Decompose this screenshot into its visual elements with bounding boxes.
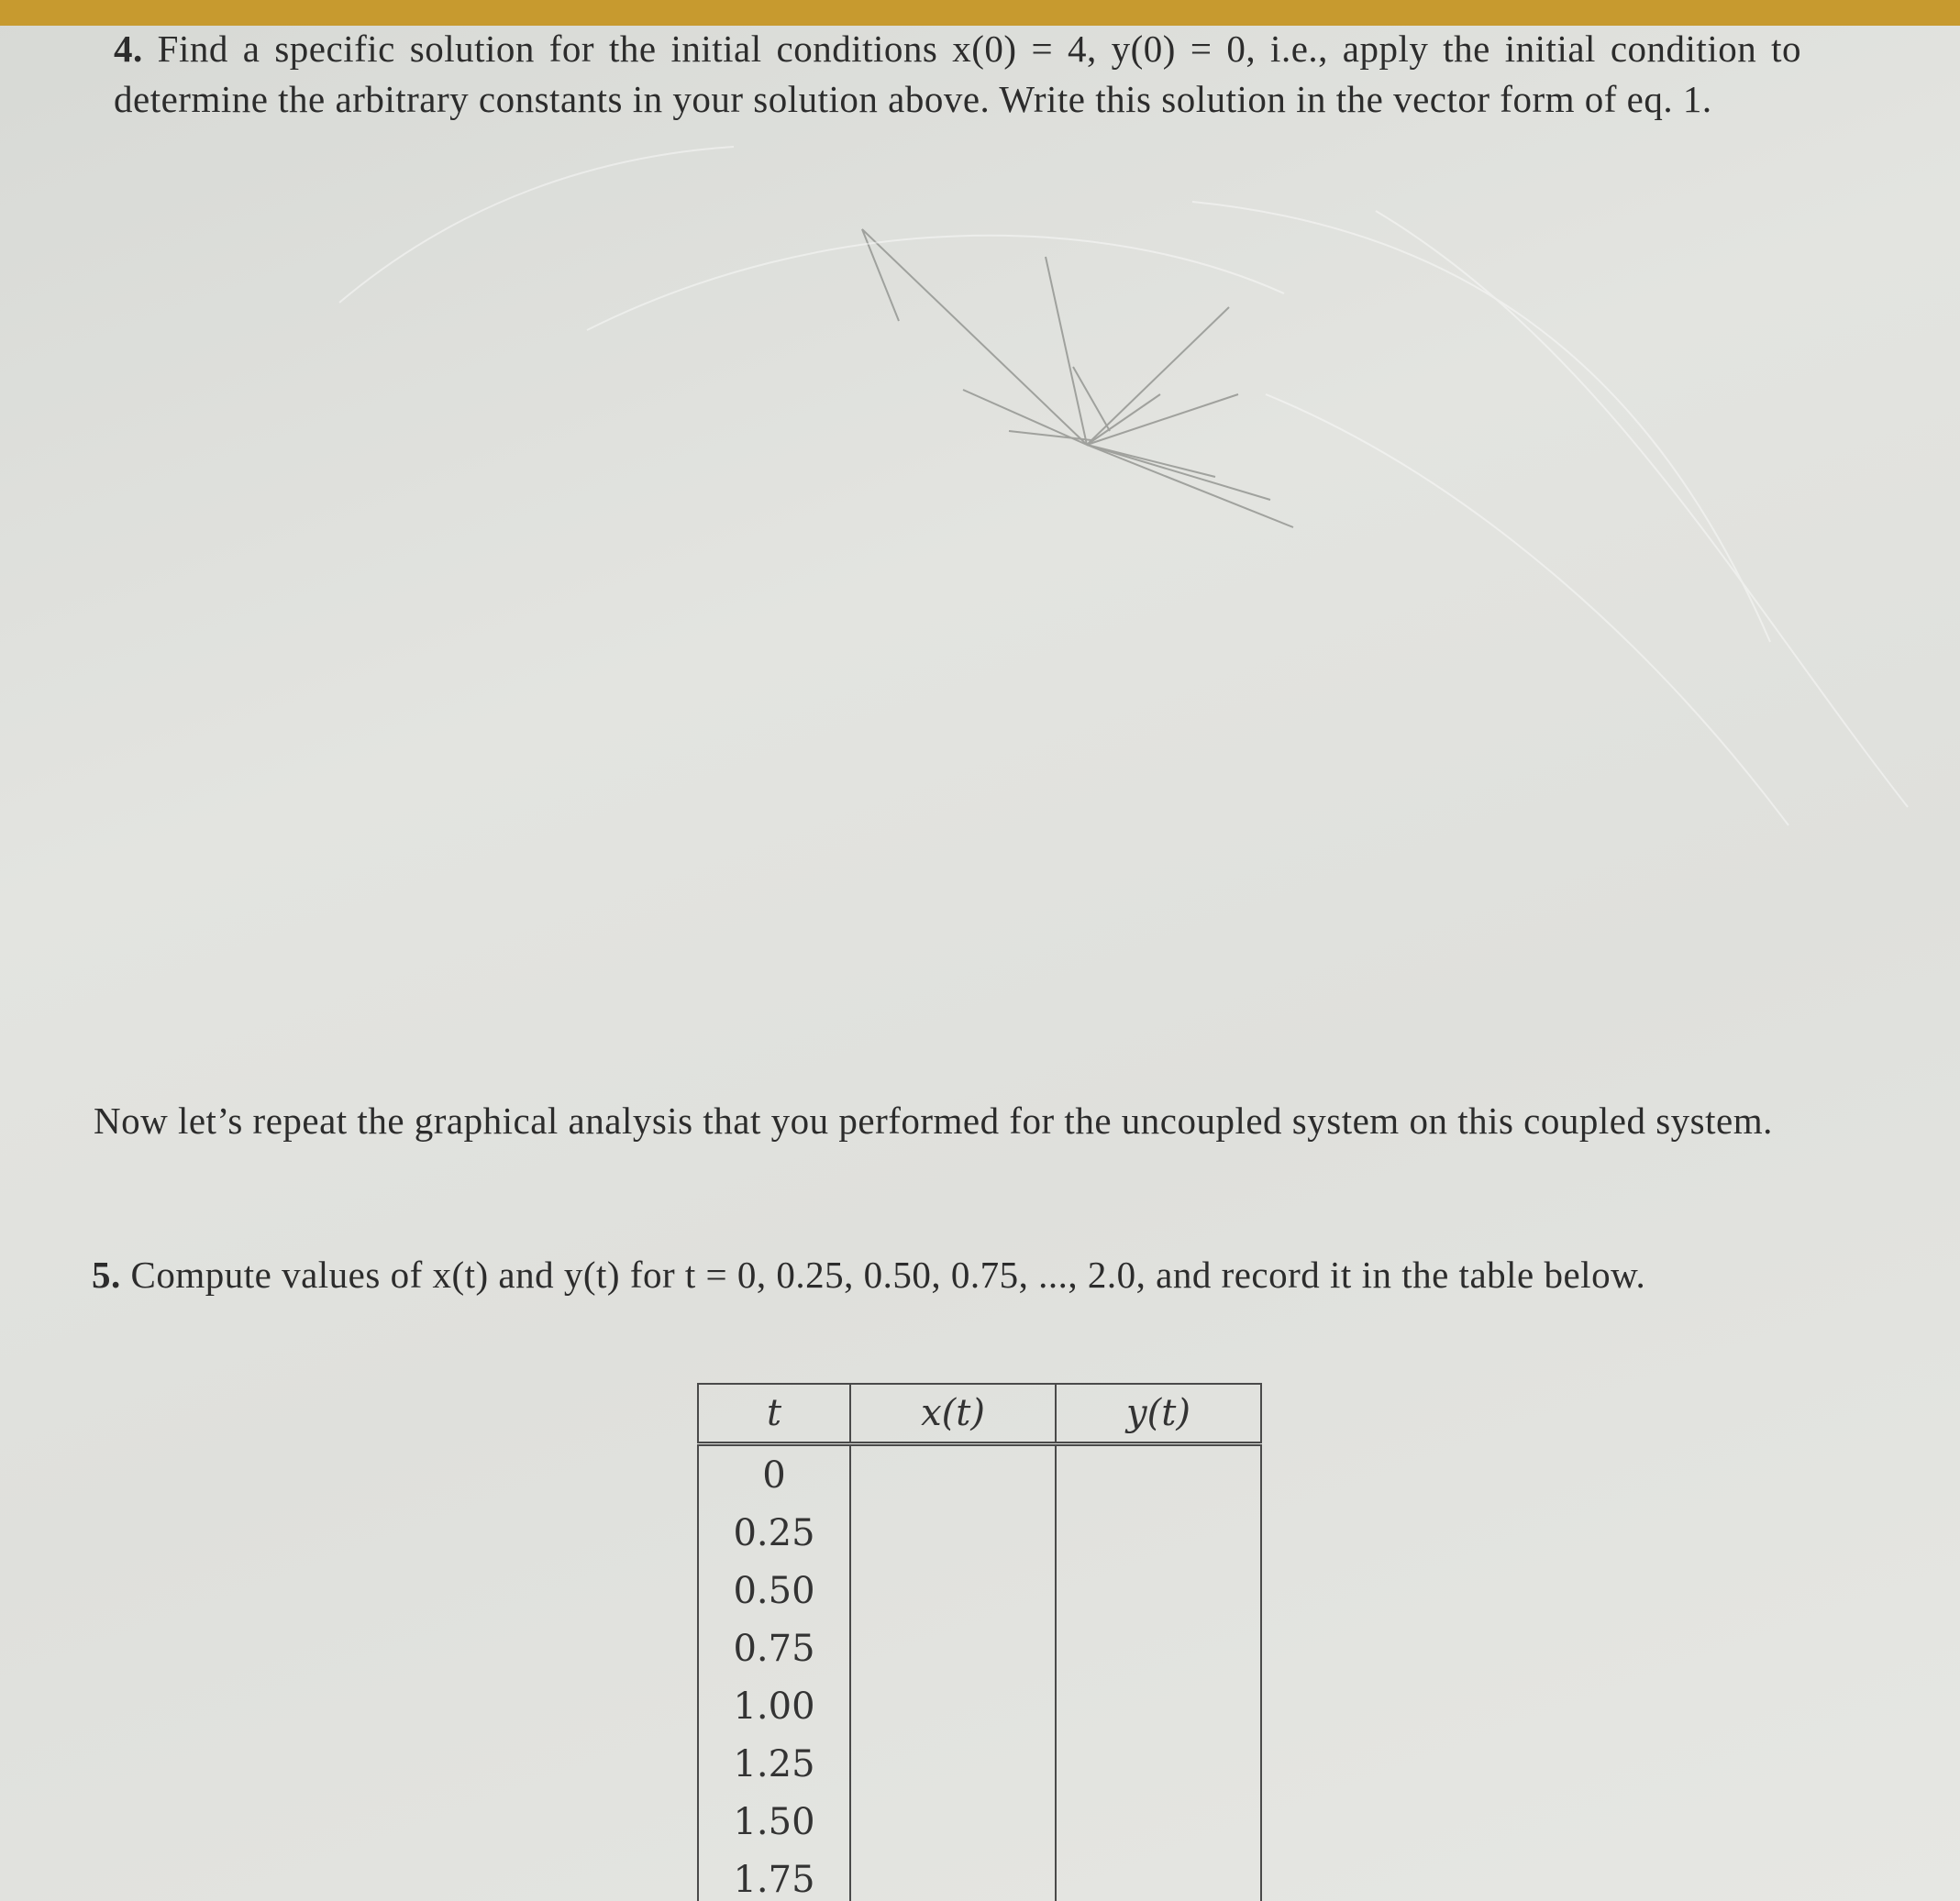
table-row xyxy=(698,1562,1261,1619)
table-row xyxy=(698,1677,1261,1735)
t-cell: 0.25 xyxy=(698,1504,850,1562)
problem-4-text: Find a specific solution for the initial conditions x(0) = 4, y(0) = 0, i.e., apply the initial condition to determine the arbitrary constants in your solution above. Write this solution in the vector form of eq. 1. xyxy=(114,28,1802,120)
problem-5-number: 5. xyxy=(92,1254,121,1296)
table-row xyxy=(698,1735,1261,1793)
x-cell[interactable] xyxy=(850,1677,1056,1735)
x-cell[interactable] xyxy=(850,1444,1056,1505)
t-cell: 0.50 xyxy=(698,1562,850,1619)
problem-4-number: 4. xyxy=(114,28,143,70)
x-cell[interactable] xyxy=(850,1504,1056,1562)
header-y-of-t: y(t) xyxy=(1056,1384,1261,1444)
x-cell[interactable] xyxy=(850,1735,1056,1793)
y-cell[interactable] xyxy=(1056,1562,1261,1619)
header-x-of-t: x(t) xyxy=(850,1384,1056,1444)
table-row xyxy=(698,1504,1261,1562)
table-row xyxy=(698,1851,1261,1901)
x-cell[interactable] xyxy=(850,1619,1056,1677)
x-cell[interactable] xyxy=(850,1562,1056,1619)
y-cell[interactable] xyxy=(1056,1504,1261,1562)
y-cell[interactable] xyxy=(1056,1735,1261,1793)
t-cell: 1.75 xyxy=(698,1851,850,1901)
y-cell[interactable] xyxy=(1056,1793,1261,1851)
values-table xyxy=(697,1383,1262,1901)
x-cell[interactable] xyxy=(850,1851,1056,1901)
y-cell[interactable] xyxy=(1056,1851,1261,1901)
t-cell: 1.50 xyxy=(698,1793,850,1851)
header-t: t xyxy=(698,1384,850,1444)
t-cell: 0 xyxy=(698,1444,850,1505)
y-cell[interactable] xyxy=(1056,1444,1261,1505)
t-cell: 0.75 xyxy=(698,1619,850,1677)
problem-4 xyxy=(114,24,1801,125)
problem-5-text: Compute values of x(t) and y(t) for t = 0, 0.25, 0.50, 0.75, ..., 2.0, and record it in the table below. xyxy=(130,1254,1646,1296)
table-row xyxy=(698,1444,1261,1505)
x-cell[interactable] xyxy=(850,1793,1056,1851)
y-cell[interactable] xyxy=(1056,1677,1261,1735)
table-row xyxy=(698,1619,1261,1677)
table-header-row xyxy=(698,1384,1261,1444)
y-cell[interactable] xyxy=(1056,1619,1261,1677)
table-row xyxy=(698,1793,1261,1851)
t-cell: 1.25 xyxy=(698,1735,850,1793)
problem-5 xyxy=(92,1250,1889,1300)
t-cell: 1.00 xyxy=(698,1677,850,1735)
graphical-analysis-intro: Now let’s repeat the graphical analysis that you performed for the uncoupled system on this coupled system. xyxy=(94,1100,1773,1142)
